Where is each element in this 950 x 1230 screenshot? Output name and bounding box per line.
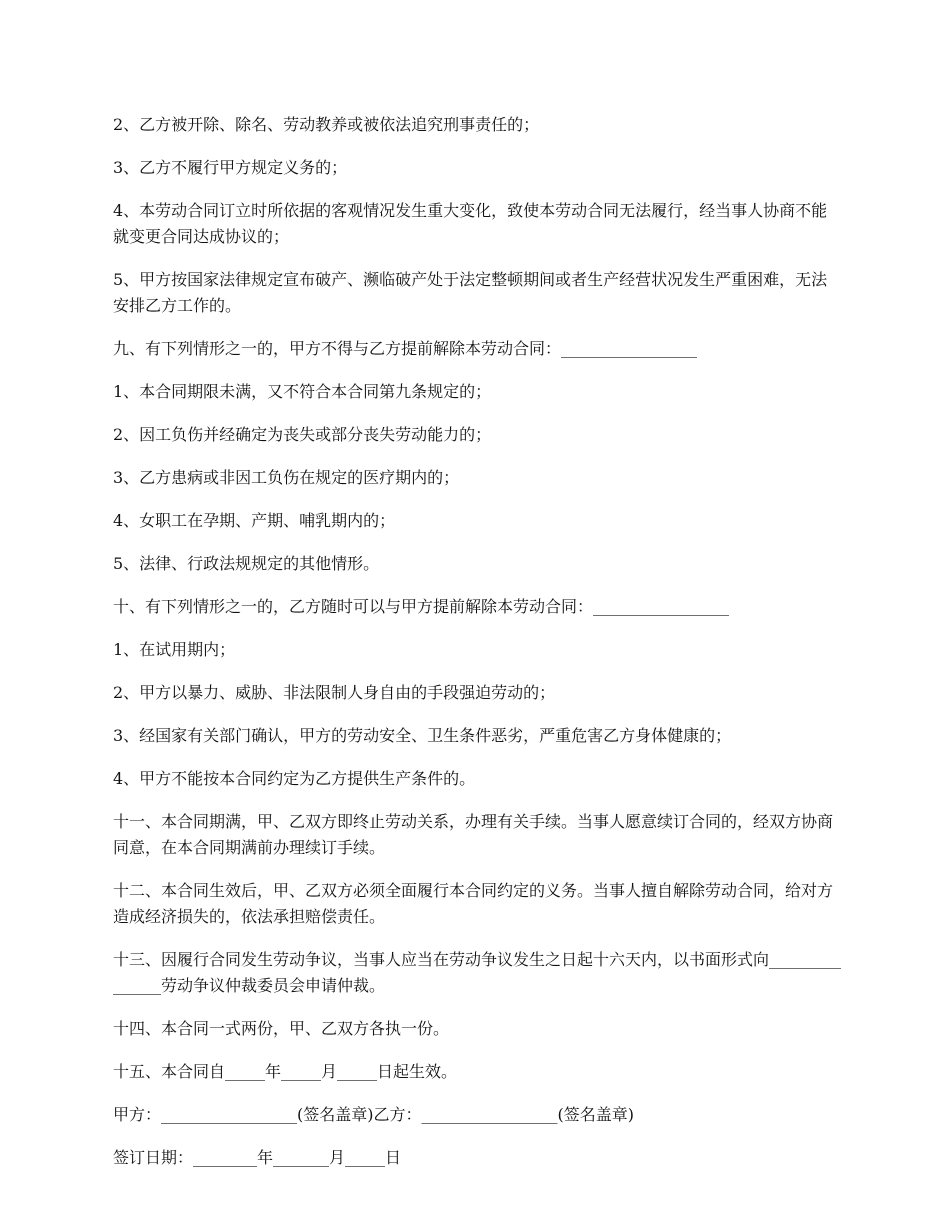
signing-date-line: 签订日期：________年_______月_____日 — [113, 1148, 402, 1167]
clause-13: 十三、因履行合同发生劳动争议，当事人应当在劳动争议发生之日起十六天内，以书面形式向_______________劳动争议仲裁委员会申请仲裁。 — [113, 950, 842, 995]
clause-9-item-2: 2、因工负伤并经确定为丧失或部分丧失劳动能力的； — [113, 425, 492, 444]
clause-11: 十一、本合同期满，甲、乙双方即终止劳动关系，办理有关手续。当事人愿意续订合同的，经双方协商同意，在本合同期满前办理续订手续。 — [113, 812, 834, 857]
clause-10-item-2: 2、甲方以暴力、威胁、非法限制人身自由的手段强迫劳动的； — [113, 683, 556, 702]
clause-9-item-4: 4、女职工在孕期、产期、哺乳期内的； — [113, 511, 396, 530]
clause-9-item-3: 3、乙方患病或非因工负伤在规定的医疗期内的； — [113, 468, 460, 487]
clause-15: 十五、本合同自_____年_____月_____日起生效。 — [113, 1062, 458, 1081]
contract-body — [113, 112, 843, 1188]
clause-10-heading: 十、有下列情形之一的，乙方随时可以与甲方提前解除本劳动合同：_________________ — [113, 597, 730, 616]
clause-10-item-4: 4、甲方不能按本合同约定为乙方提供生产条件的。 — [113, 769, 476, 788]
clause-14: 十四、本合同一式两份，甲、乙双方各执一份。 — [113, 1019, 450, 1038]
signature-line: 甲方：_________________(签名盖章)乙方：_________________(签名盖章) — [113, 1105, 634, 1124]
clause-12: 十二、本合同生效后，甲、乙双方必须全面履行本合同约定的义务。当事人擅自解除劳动合同，给对方造成经济损失的，依法承担赔偿责任。 — [113, 881, 834, 926]
clause-9-heading: 九、有下列情形之一的，甲方不得与乙方提前解除本劳动合同：_________________ — [113, 339, 698, 358]
clause-10-item-3: 3、经国家有关部门确认，甲方的劳动安全、卫生条件恶劣，严重危害乙方身体健康的； — [113, 726, 732, 745]
clause-9-item-5: 5、法律、行政法规规定的其他情形。 — [113, 554, 380, 573]
clause-8-item-3: 3、乙方不履行甲方规定义务的； — [113, 158, 348, 177]
clause-8-item-4: 4、本劳动合同订立时所依据的客观情况发生重大变化，致使本劳动合同无法履行，经当事人协商不能就变更合同达成协议的； — [113, 201, 828, 246]
clause-10-item-1: 1、在试用期内； — [113, 640, 236, 659]
clause-8-item-5: 5、甲方按国家法律规定宣布破产、濒临破产处于法定整顿期间或者生产经营状况发生严重困难，无法安排乙方工作的。 — [113, 270, 828, 315]
clause-8-item-2: 2、乙方被开除、除名、劳动教养或被依法追究刑事责任的； — [113, 115, 540, 134]
clause-9-item-1: 1、本合同期限未满，又不符合本合同第九条规定的； — [113, 382, 492, 401]
